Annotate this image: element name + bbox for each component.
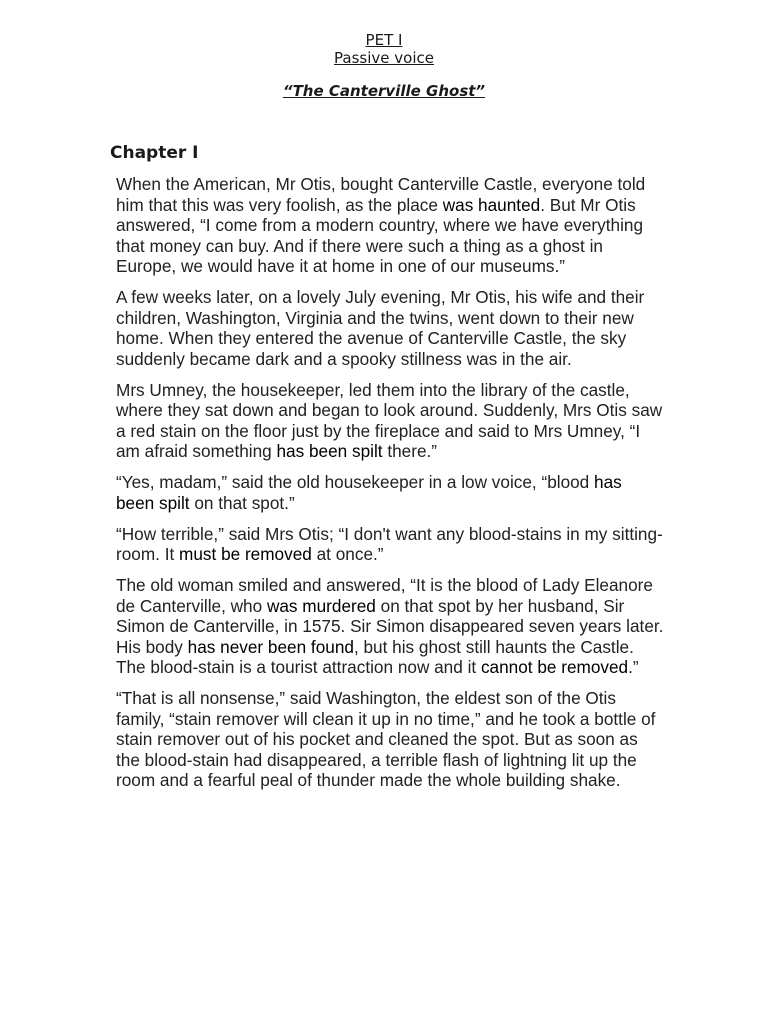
passive-verb-phrase: must be removed	[179, 544, 312, 564]
story-paragraph	[116, 472, 664, 513]
paragraph-text: Mrs Umney, the housekeeper, led them into the library of the castle, where they sat down and began to look around. Suddenly, Mrs Otis saw a red stain on the floor just by the fireplace and said to Mrs Umney, “I am afraid something	[116, 379, 663, 461]
story-paragraph	[116, 174, 664, 277]
passive-verb-phrase: was murdered	[266, 595, 376, 616]
story-body	[116, 174, 664, 801]
story-paragraph	[116, 287, 664, 369]
paragraph-text: on that spot.”	[189, 492, 295, 513]
paragraph-text: , but his ghost still haunts the Castle. The blood-stain is a tourist attraction now and it	[116, 636, 634, 677]
topic-label: Passive voice	[334, 49, 434, 67]
story-paragraph	[116, 524, 664, 565]
passive-verb-phrase: was haunted	[442, 194, 541, 215]
paragraph-text: at once.”	[311, 544, 384, 564]
passive-verb-phrase: cannot be removed	[480, 657, 629, 677]
story-title: “The Canterville Ghost”	[282, 82, 486, 100]
chapter-heading: Chapter I	[110, 143, 199, 163]
paragraph-text: there.”	[382, 441, 438, 461]
paragraph-text: A few weeks later, on a lovely July evening, Mr Otis, his wife and their children, Washington, Virginia and the twins, went down to their new home. When they entered the avenue of Canterville Castle, the sky suddenly became dark and a spooky stillness was in the air.	[116, 287, 645, 369]
paragraph-text: . But Mr Otis answered, “I come from a modern country, where we have everything that money can buy. And if there were such a thing as a ghost in Europe, we would have it at home in one of our museums.”	[116, 194, 644, 276]
paragraph-text: “Yes, madam,” said the old housekeeper in a low voice, “blood	[116, 472, 595, 492]
paragraph-text: “That is all nonsense,” said Washington, the eldest son of the Otis family, “stain remover will clean it up in no time,” and he took a bottle of stain remover out of his pocket and cleaned the spot. But as soon as the blood-stain had disappeared, a terrible flash of lightning lit up the room and a fearful peal of thunder made the whole building shake.	[116, 688, 656, 790]
story-paragraph	[116, 575, 664, 678]
course-label: PET I	[365, 31, 403, 49]
story-paragraph	[116, 380, 664, 462]
paragraph-text: The old woman smiled and answered, “It is the blood of Lady Eleanore de Canterville, who	[116, 575, 653, 616]
paragraph-text: on that spot by her husband, Sir Simon de Canterville, in 1575. Sir Simon disappeared seven years later. His body	[116, 595, 664, 657]
paragraph-text: “How terrible,” said Mrs Otis; “I don't want any blood-stains in my sitting-room. It	[116, 523, 663, 564]
paragraph-text: When the American, Mr Otis, bought Canterville Castle, everyone told him that this was very foolish, as the place	[116, 174, 646, 215]
passive-verb-phrase: has never been found	[187, 636, 354, 657]
document-header	[0, 31, 768, 67]
passive-verb-phrase: has been spilt	[116, 472, 622, 513]
passive-verb-phrase: has been spilt	[276, 441, 383, 461]
story-paragraph	[116, 688, 664, 791]
paragraph-text: .”	[628, 657, 639, 677]
